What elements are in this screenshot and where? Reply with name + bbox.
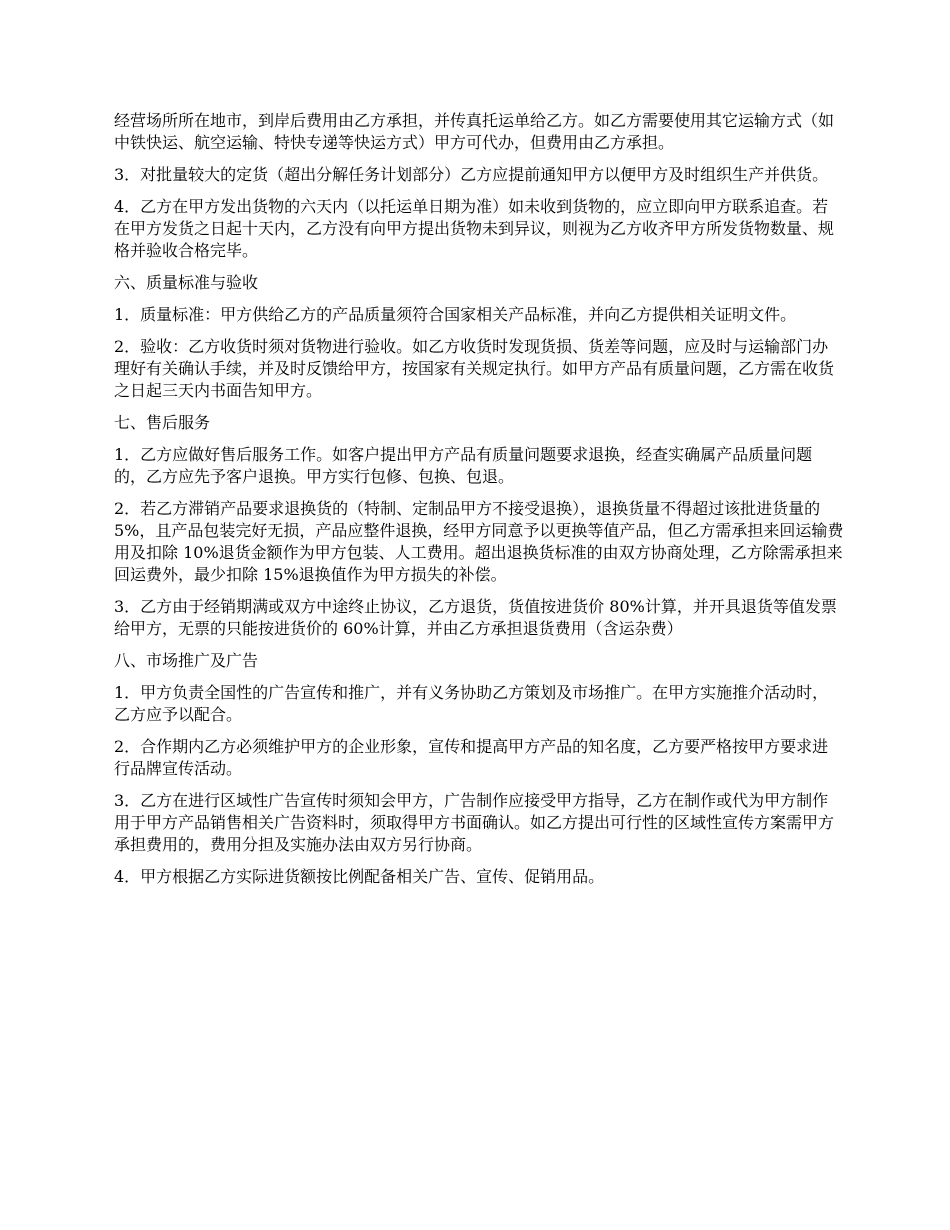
paragraph-delivery-check: 4．乙方在甲方发出货物的六天内（以托运单日期为准）如未收到货物的，应立即向甲方联系追查。若在甲方发货之日起十天内，乙方没有向甲方提出货物未到异议，则视为乙方收齐甲方所发货物数量、规格并验收合格完毕。: [114, 197, 835, 260]
paragraph-shipping-cost: 经营场所所在地市，到岸后费用由乙方承担，并传真托运单给乙方。如乙方需要使用其它运输方式（如中铁快运、航空运输、特快专递等快运方式）甲方可代办，但费用由乙方承担。: [114, 111, 835, 152]
paragraph-acceptance: 2．验收：乙方收货时须对货物进行验收。如乙方收货时发现货损、货差等问题，应及时与运输部门办理好有关确认手续，并及时反馈给甲方，按国家有关规定执行。如甲方产品有质量问题，乙方需在收货之日起三天内书面告知甲方。: [114, 337, 835, 400]
paragraph-bulk-order: 3．对批量较大的定货（超出分解任务计划部分）乙方应提前通知甲方以便甲方及时组织生产并供货。: [114, 165, 829, 184]
paragraph-regional-ads: 3．乙方在进行区域性广告宣传时须知会甲方，广告制作应接受甲方指导，乙方在制作或代为甲方制作用于甲方产品销售相关广告资料时，须取得甲方书面确认。如乙方提出可行性的区域性宣传方案需甲方承担费用的，费用分担及实施办法由双方另行协商。: [114, 791, 835, 854]
section-heading-quality: 六、质量标准与验收: [114, 273, 259, 292]
document-page: [114, 110, 844, 898]
section-heading-after-sales: 七、售后服务: [114, 413, 211, 432]
paragraph-termination-return: 3．乙方由于经销期满或双方中途终止协议，乙方退货，货值按进货价 80%计算，并开具退货等值发票给甲方，无票的只能按进货价的 60%计算，并由乙方承担退货费用（含运杂费）: [114, 597, 837, 638]
paragraph-promo-materials: 4．甲方根据乙方实际进货额按比例配备相关广告、宣传、促销用品。: [114, 867, 605, 886]
paragraph-after-sales-service: 1．乙方应做好售后服务工作。如客户提出甲方产品有质量问题要求退换，经查实确属产品质量问题的，乙方应先予客户退换。甲方实行包修、包换、包退。: [114, 445, 813, 486]
paragraph-brand-image: 2．合作期内乙方必须维护甲方的企业形象，宣传和提高甲方产品的知名度，乙方要严格按甲方要求进行品牌宣传活动。: [114, 737, 829, 778]
section-heading-marketing: 八、市场推广及广告: [114, 651, 259, 670]
paragraph-quality-standard: 1．质量标准：甲方供给乙方的产品质量须符合国家相关产品标准，并向乙方提供相关证明文件。: [114, 305, 797, 324]
paragraph-national-promotion: 1．甲方负责全国性的广告宣传和推广，并有义务协助乙方策划及市场推广。在甲方实施推介活动时，乙方应予以配合。: [114, 683, 829, 724]
paragraph-return-exchange: 2．若乙方滞销产品要求退换货的（特制、定制品甲方不接受退换），退换货量不得超过该批进货量的 5%，且产品包装完好无损，产品应整件退换，经甲方同意予以更换等值产品，但乙方需承担来回运输费用及扣除 10%退货金额作为甲方包装、人工费用。超出退换货标准的由双方协商处理，乙方除需承担来回运费外，最少扣除 15%退换值作为甲方损失的补偿。: [114, 499, 844, 584]
